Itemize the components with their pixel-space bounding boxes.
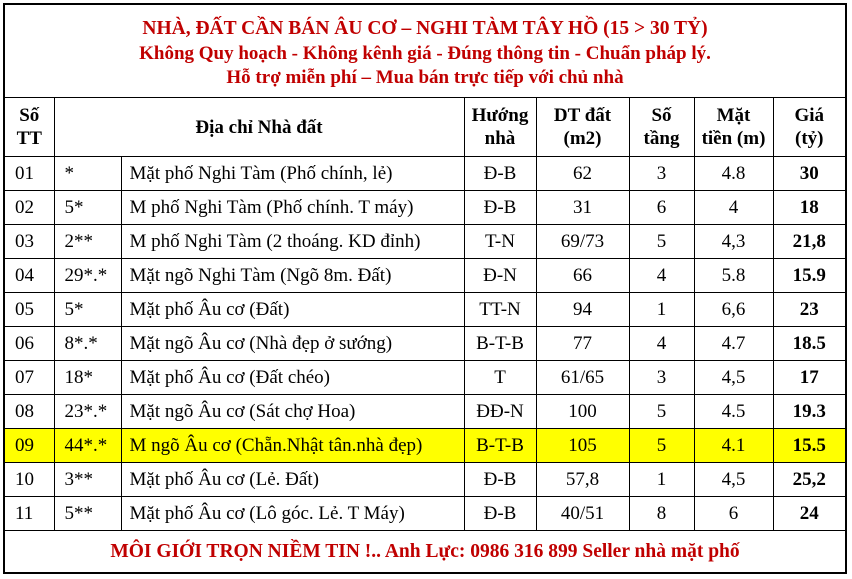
cell-stt: 10 bbox=[5, 463, 54, 497]
cell-floors: 3 bbox=[629, 361, 694, 395]
cell-stt: 03 bbox=[5, 225, 54, 259]
cell-price: 25,2 bbox=[773, 463, 845, 497]
table-row bbox=[5, 259, 845, 293]
cell-address: Mặt ngõ Nghi Tàm (Ngõ 8m. Đất) bbox=[121, 259, 464, 293]
cell-address: M phố Nghi Tàm (2 thoáng. KD đỉnh) bbox=[121, 225, 464, 259]
cell-code: * bbox=[54, 157, 121, 191]
cell-area: 31 bbox=[536, 191, 629, 225]
cell-floors: 5 bbox=[629, 429, 694, 463]
cell-price: 15.9 bbox=[773, 259, 845, 293]
cell-price: 23 bbox=[773, 293, 845, 327]
cell-direction: Đ-B bbox=[464, 497, 536, 531]
table-row bbox=[5, 157, 845, 191]
cell-stt: 09 bbox=[5, 429, 54, 463]
cell-frontage: 6 bbox=[694, 497, 773, 531]
subtitle-guarantees: Không Quy hoạch - Không kênh giá - Đúng thông tin - Chuẩn pháp lý. bbox=[139, 43, 711, 64]
cell-area: 66 bbox=[536, 259, 629, 293]
cell-floors: 8 bbox=[629, 497, 694, 531]
cell-code: 8*.* bbox=[54, 327, 121, 361]
col-header-price: Giá (tỷ) bbox=[773, 98, 845, 157]
footer-block bbox=[5, 531, 845, 573]
cell-address: M phố Nghi Tàm (Phố chính. T máy) bbox=[121, 191, 464, 225]
cell-stt: 04 bbox=[5, 259, 54, 293]
cell-price: 15.5 bbox=[773, 429, 845, 463]
cell-floors: 3 bbox=[629, 157, 694, 191]
cell-frontage: 4,3 bbox=[694, 225, 773, 259]
cell-direction: Đ-B bbox=[464, 191, 536, 225]
cell-price: 19.3 bbox=[773, 395, 845, 429]
cell-price: 17 bbox=[773, 361, 845, 395]
cell-price: 21,8 bbox=[773, 225, 845, 259]
header-block bbox=[5, 5, 845, 98]
cell-frontage: 4.7 bbox=[694, 327, 773, 361]
cell-area: 62 bbox=[536, 157, 629, 191]
cell-floors: 1 bbox=[629, 463, 694, 497]
cell-stt: 05 bbox=[5, 293, 54, 327]
cell-frontage: 4,5 bbox=[694, 463, 773, 497]
cell-area: 57,8 bbox=[536, 463, 629, 497]
cell-frontage: 4.5 bbox=[694, 395, 773, 429]
cell-floors: 1 bbox=[629, 293, 694, 327]
cell-area: 100 bbox=[536, 395, 629, 429]
cell-frontage: 4.8 bbox=[694, 157, 773, 191]
listing-sheet bbox=[3, 3, 847, 574]
cell-code: 5* bbox=[54, 293, 121, 327]
cell-area: 105 bbox=[536, 429, 629, 463]
cell-direction: B-T-B bbox=[464, 429, 536, 463]
cell-frontage: 4.1 bbox=[694, 429, 773, 463]
col-header-stt: Số TT bbox=[5, 98, 54, 157]
cell-direction: T bbox=[464, 361, 536, 395]
cell-price: 24 bbox=[773, 497, 845, 531]
table-row bbox=[5, 191, 845, 225]
table-row bbox=[5, 225, 845, 259]
cell-floors: 6 bbox=[629, 191, 694, 225]
cell-price: 18 bbox=[773, 191, 845, 225]
col-header-area: DT đất (m2) bbox=[536, 98, 629, 157]
cell-direction: ĐĐ-N bbox=[464, 395, 536, 429]
cell-code: 2** bbox=[54, 225, 121, 259]
cell-address: Mặt phố Âu cơ (Đất) bbox=[121, 293, 464, 327]
table-body bbox=[5, 157, 845, 531]
table-row bbox=[5, 361, 845, 395]
cell-price: 30 bbox=[773, 157, 845, 191]
cell-stt: 07 bbox=[5, 361, 54, 395]
cell-stt: 11 bbox=[5, 497, 54, 531]
cell-direction: Đ-B bbox=[464, 157, 536, 191]
cell-floors: 5 bbox=[629, 395, 694, 429]
cell-direction: T-N bbox=[464, 225, 536, 259]
cell-address: Mặt phố Nghi Tàm (Phố chính, lẻ) bbox=[121, 157, 464, 191]
cell-code: 23*.* bbox=[54, 395, 121, 429]
cell-code: 5* bbox=[54, 191, 121, 225]
cell-frontage: 4,5 bbox=[694, 361, 773, 395]
cell-frontage: 4 bbox=[694, 191, 773, 225]
table-row bbox=[5, 497, 845, 531]
cell-frontage: 6,6 bbox=[694, 293, 773, 327]
col-header-floors: Số tầng bbox=[629, 98, 694, 157]
cell-frontage: 5.8 bbox=[694, 259, 773, 293]
col-header-frontage: Mặt tiền (m) bbox=[694, 98, 773, 157]
cell-area: 94 bbox=[536, 293, 629, 327]
table-row bbox=[5, 463, 845, 497]
cell-address: Mặt phố Âu cơ (Lẻ. Đất) bbox=[121, 463, 464, 497]
cell-address: Mặt phố Âu cơ (Đất chéo) bbox=[121, 361, 464, 395]
cell-area: 69/73 bbox=[536, 225, 629, 259]
table-row bbox=[5, 293, 845, 327]
cell-code: 3** bbox=[54, 463, 121, 497]
cell-code: 29*.* bbox=[54, 259, 121, 293]
broker-contact: MÔI GIỚI TRỌN NIỀM TIN !.. Anh Lực: 0986 316 899 Seller nhà mặt phố bbox=[110, 541, 740, 562]
cell-floors: 4 bbox=[629, 259, 694, 293]
cell-code: 5** bbox=[54, 497, 121, 531]
cell-stt: 02 bbox=[5, 191, 54, 225]
table-header-row bbox=[5, 98, 845, 157]
cell-stt: 06 bbox=[5, 327, 54, 361]
cell-direction: B-T-B bbox=[464, 327, 536, 361]
col-header-direction: Hướng nhà bbox=[464, 98, 536, 157]
cell-stt: 01 bbox=[5, 157, 54, 191]
title: NHÀ, ĐẤT CẦN BÁN ÂU CƠ – NGHI TÀM TÂY HỒ (15 > 30 TỶ) bbox=[142, 18, 708, 39]
col-header-address: Địa chỉ Nhà đất bbox=[54, 98, 464, 157]
cell-code: 18* bbox=[54, 361, 121, 395]
table-row bbox=[5, 327, 845, 361]
cell-address: Mặt phố Âu cơ (Lô góc. Lẻ. T Máy) bbox=[121, 497, 464, 531]
cell-direction: Đ-B bbox=[464, 463, 536, 497]
cell-address: M ngõ Âu cơ (Chẵn.Nhật tân.nhà đẹp) bbox=[121, 429, 464, 463]
cell-direction: TT-N bbox=[464, 293, 536, 327]
cell-code: 44*.* bbox=[54, 429, 121, 463]
cell-address: Mặt ngõ Âu cơ (Sát chợ Hoa) bbox=[121, 395, 464, 429]
cell-floors: 5 bbox=[629, 225, 694, 259]
table-row bbox=[5, 395, 845, 429]
cell-address: Mặt ngõ Âu cơ (Nhà đẹp ở sướng) bbox=[121, 327, 464, 361]
table-row bbox=[5, 429, 845, 463]
cell-stt: 08 bbox=[5, 395, 54, 429]
subtitle-support: Hỗ trợ miễn phí – Mua bán trực tiếp với chủ nhà bbox=[226, 67, 624, 88]
cell-price: 18.5 bbox=[773, 327, 845, 361]
listing-table bbox=[5, 98, 845, 531]
cell-direction: Đ-N bbox=[464, 259, 536, 293]
cell-area: 61/65 bbox=[536, 361, 629, 395]
cell-area: 40/51 bbox=[536, 497, 629, 531]
cell-floors: 4 bbox=[629, 327, 694, 361]
cell-area: 77 bbox=[536, 327, 629, 361]
